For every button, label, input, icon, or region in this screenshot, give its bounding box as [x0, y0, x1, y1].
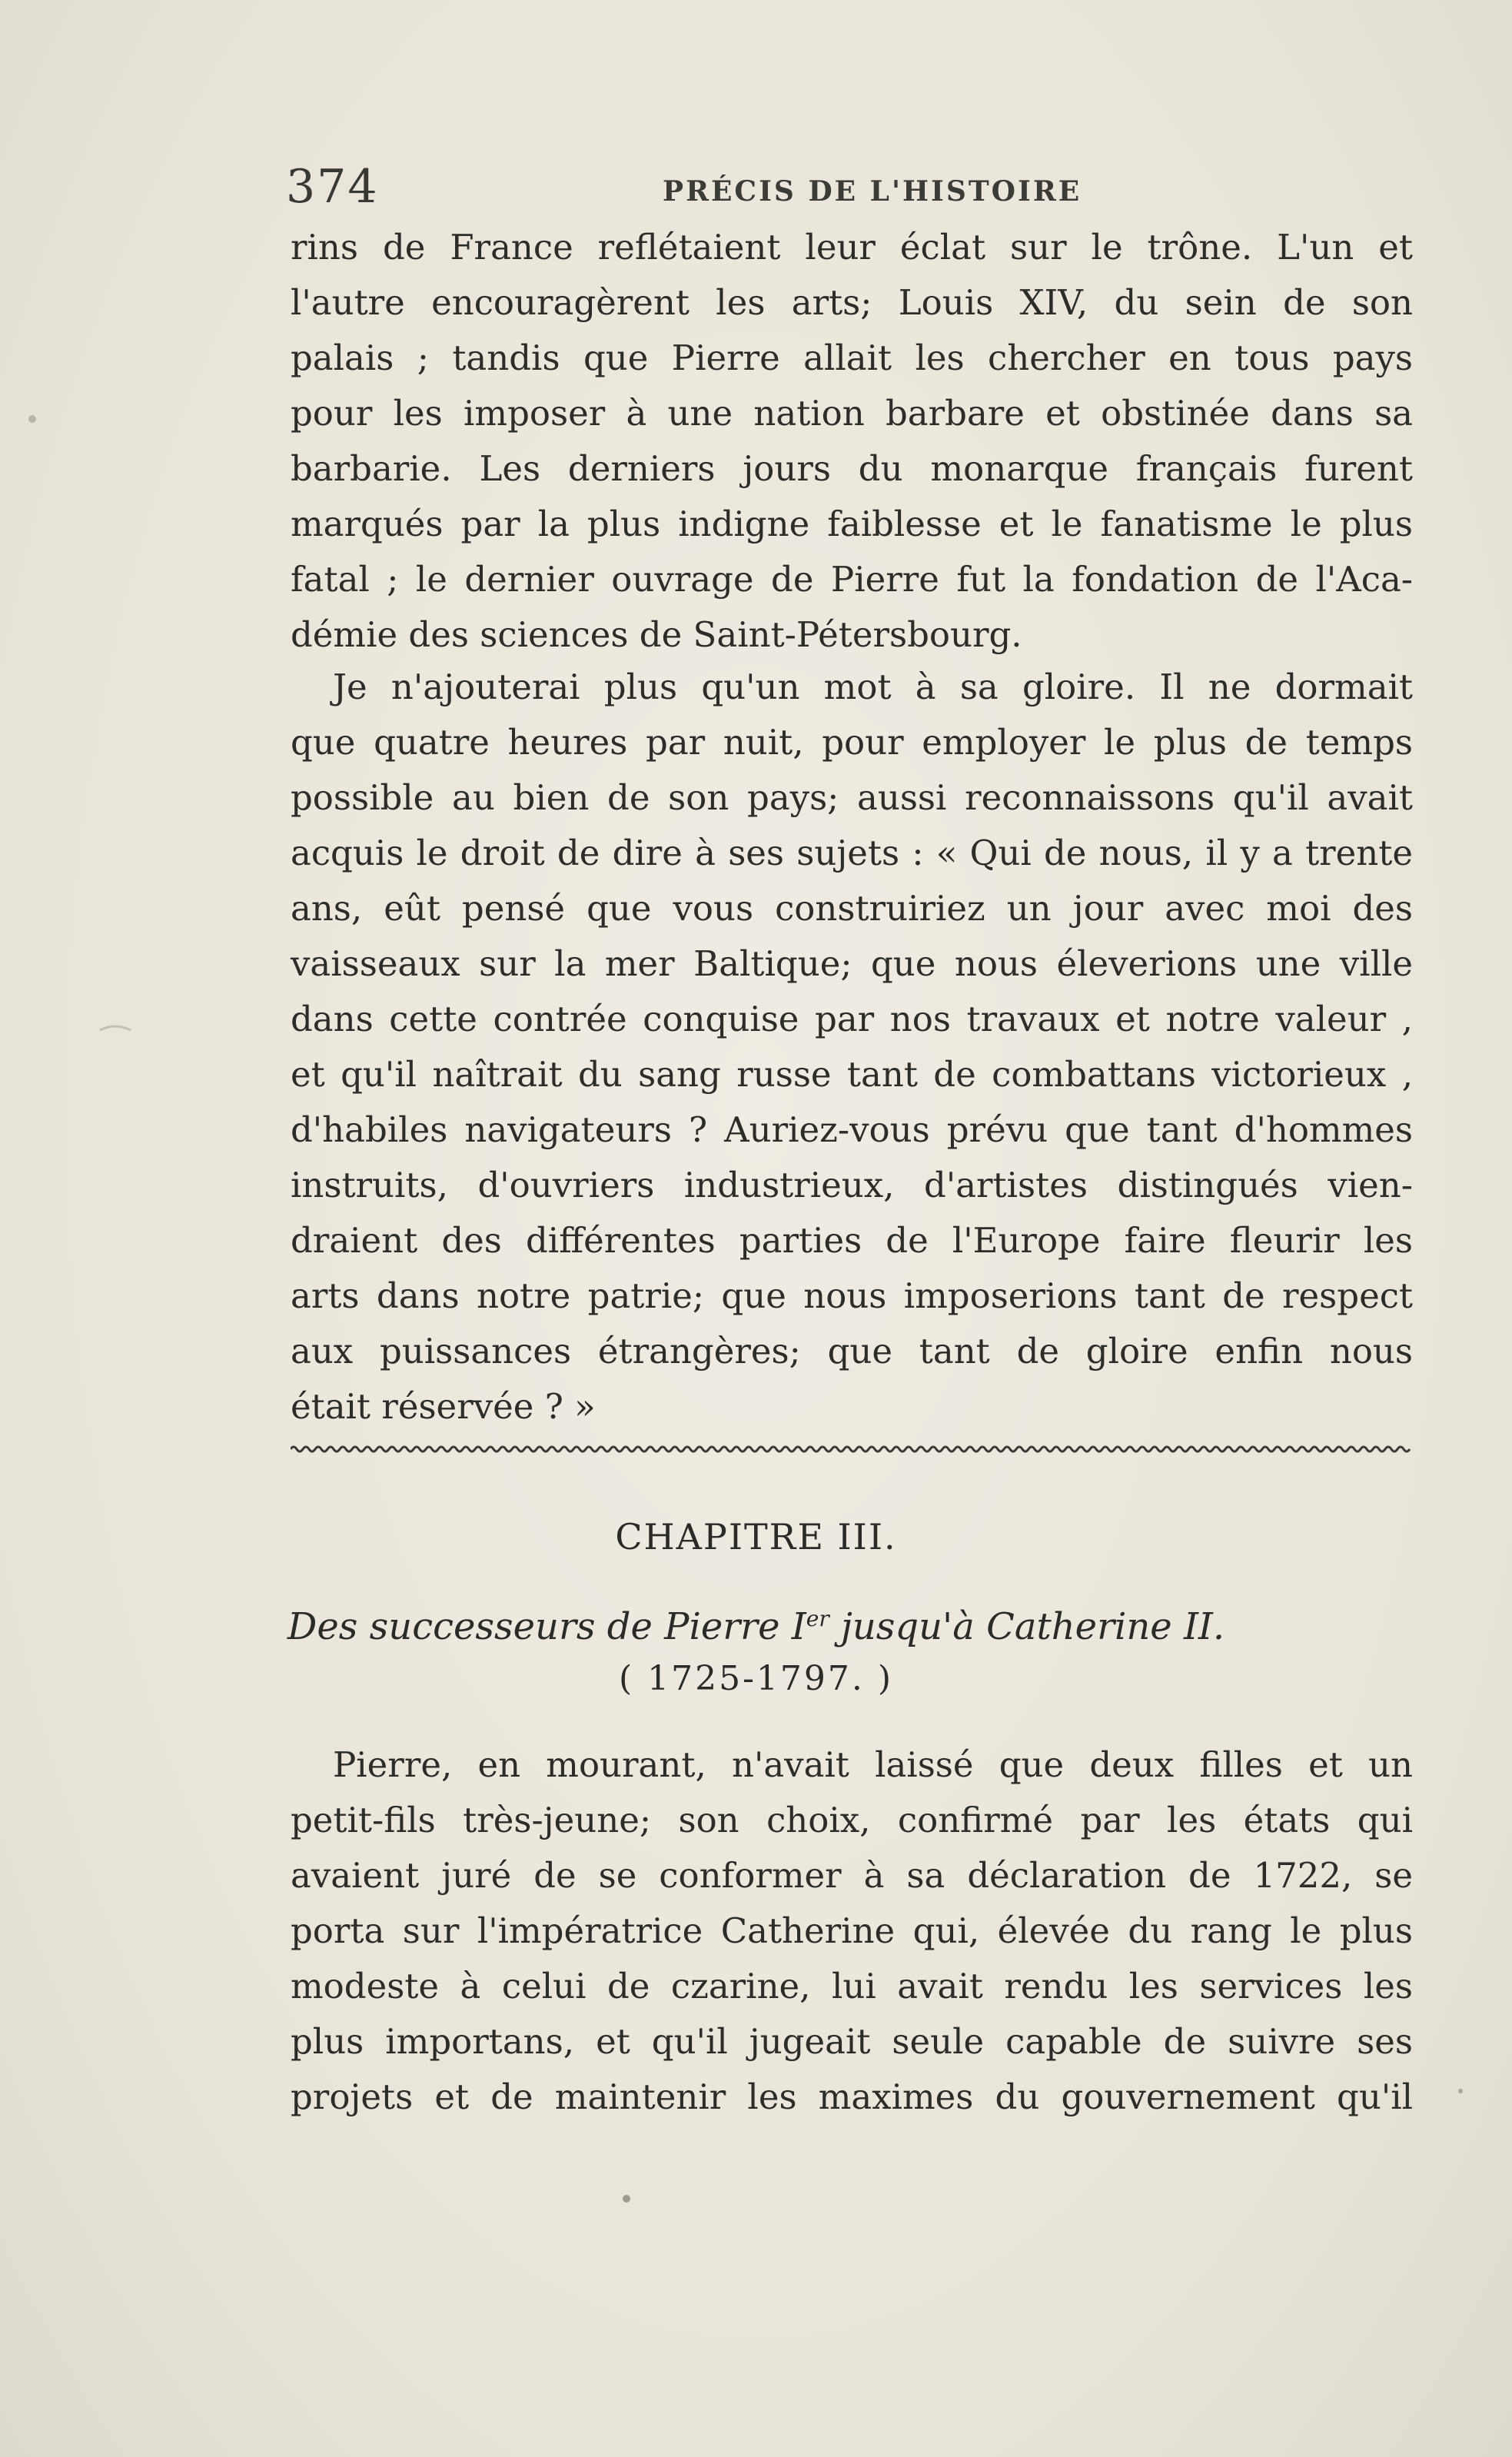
text-line: pour les imposer à une nation barbare et obstinée dans sa — [291, 393, 1413, 434]
text-line: vaisseaux sur la mer Baltique; que nous éleverions une ville — [291, 943, 1413, 984]
text-line: d'habiles navigateurs ? Auriez-vous prévu que tant d'hommes — [291, 1109, 1413, 1150]
paragraph-1 — [291, 220, 1413, 663]
text-line: acquis le droit de dire à ses sujets : « Qui de nous, il y a trente — [291, 833, 1413, 873]
running-head — [286, 160, 1408, 221]
subtitle-text: jusqu'à Catherine II. — [829, 1605, 1225, 1648]
text-line: marqués par la plus indigne faiblesse et le fanatisme le plus — [291, 504, 1413, 544]
chapter-heading: CHAPITRE III. — [615, 1516, 897, 1558]
text-line: dans cette contrée conquise par nos travaux et notre valeur , — [291, 999, 1413, 1039]
text-line: aux puissances étrangères; que tant de gloire enfin nous — [291, 1331, 1413, 1371]
text-line: l'autre encouragèrent les arts; Louis XIV, du sein de son — [291, 282, 1413, 323]
text-line: porta sur l'impératrice Catherine qui, élevée du rang le plus — [291, 1910, 1413, 1951]
text-line: plus importans, et qu'il jugeait seule capable de suivre ses — [291, 2021, 1413, 2062]
subtitle-text: Des successeurs de Pierre I — [287, 1605, 806, 1648]
chapter-dates: ( 1725-1797. ) — [618, 1659, 894, 1698]
text-line: petit-fils très-jeune; son choix, confirmé par les états qui — [291, 1800, 1413, 1840]
text-line: que quatre heures par nuit, pour employer le plus de temps — [291, 722, 1413, 763]
text-line: avaient juré de se conformer à sa déclaration de 1722, se — [291, 1855, 1413, 1896]
text-line: modeste à celui de czarine, lui avait rendu les services les — [291, 1966, 1413, 2006]
text-line: fatal ; le dernier ouvrage de Pierre fut la fondation de l'Aca- — [291, 559, 1413, 600]
text-line: rins de France reflétaient leur éclat sur le trône. L'un et — [291, 227, 1413, 268]
text-line: ans, eût pensé que vous construiriez un jour avec moi des — [291, 888, 1413, 929]
paragraph-3 — [291, 1737, 1413, 2125]
text-line: barbarie. Les derniers jours du monarque français furent — [291, 448, 1413, 489]
text-line: démie des sciences de Saint-Pétersbourg. — [291, 614, 1022, 655]
text-line: Pierre, en mourant, n'avait laissé que deux filles et un — [333, 1744, 1413, 1785]
paragraph-2 — [291, 660, 1413, 1435]
ornamental-divider — [291, 1444, 1413, 1455]
chapter-subtitle — [0, 1605, 1512, 1648]
text-line: était réservée ? » — [291, 1386, 596, 1427]
text-line: palais ; tandis que Pierre allait les chercher en tous pays — [291, 337, 1413, 378]
text-line: arts dans notre patrie; que nous imposerions tant de respect — [291, 1275, 1413, 1316]
page-number: 374 — [286, 160, 379, 214]
text-line: draient des différentes parties de l'Europe faire fleurir les — [291, 1220, 1413, 1261]
running-title: PRÉCIS DE L'HISTOIRE — [663, 175, 1082, 208]
superscript: er — [806, 1606, 829, 1631]
text-line: instruits, d'ouvriers industrieux, d'artistes distingués vien- — [291, 1165, 1413, 1205]
text-line: Je n'ajouterai plus qu'un mot à sa gloire. Il ne dormait — [333, 667, 1413, 707]
text-line: projets et de maintenir les maximes du gouvernement qu'il — [291, 2076, 1413, 2117]
text-line: possible au bien de son pays; aussi reconnaissons qu'il avait — [291, 777, 1413, 818]
text-line: et qu'il naîtrait du sang russe tant de combattans victorieux , — [291, 1054, 1413, 1095]
